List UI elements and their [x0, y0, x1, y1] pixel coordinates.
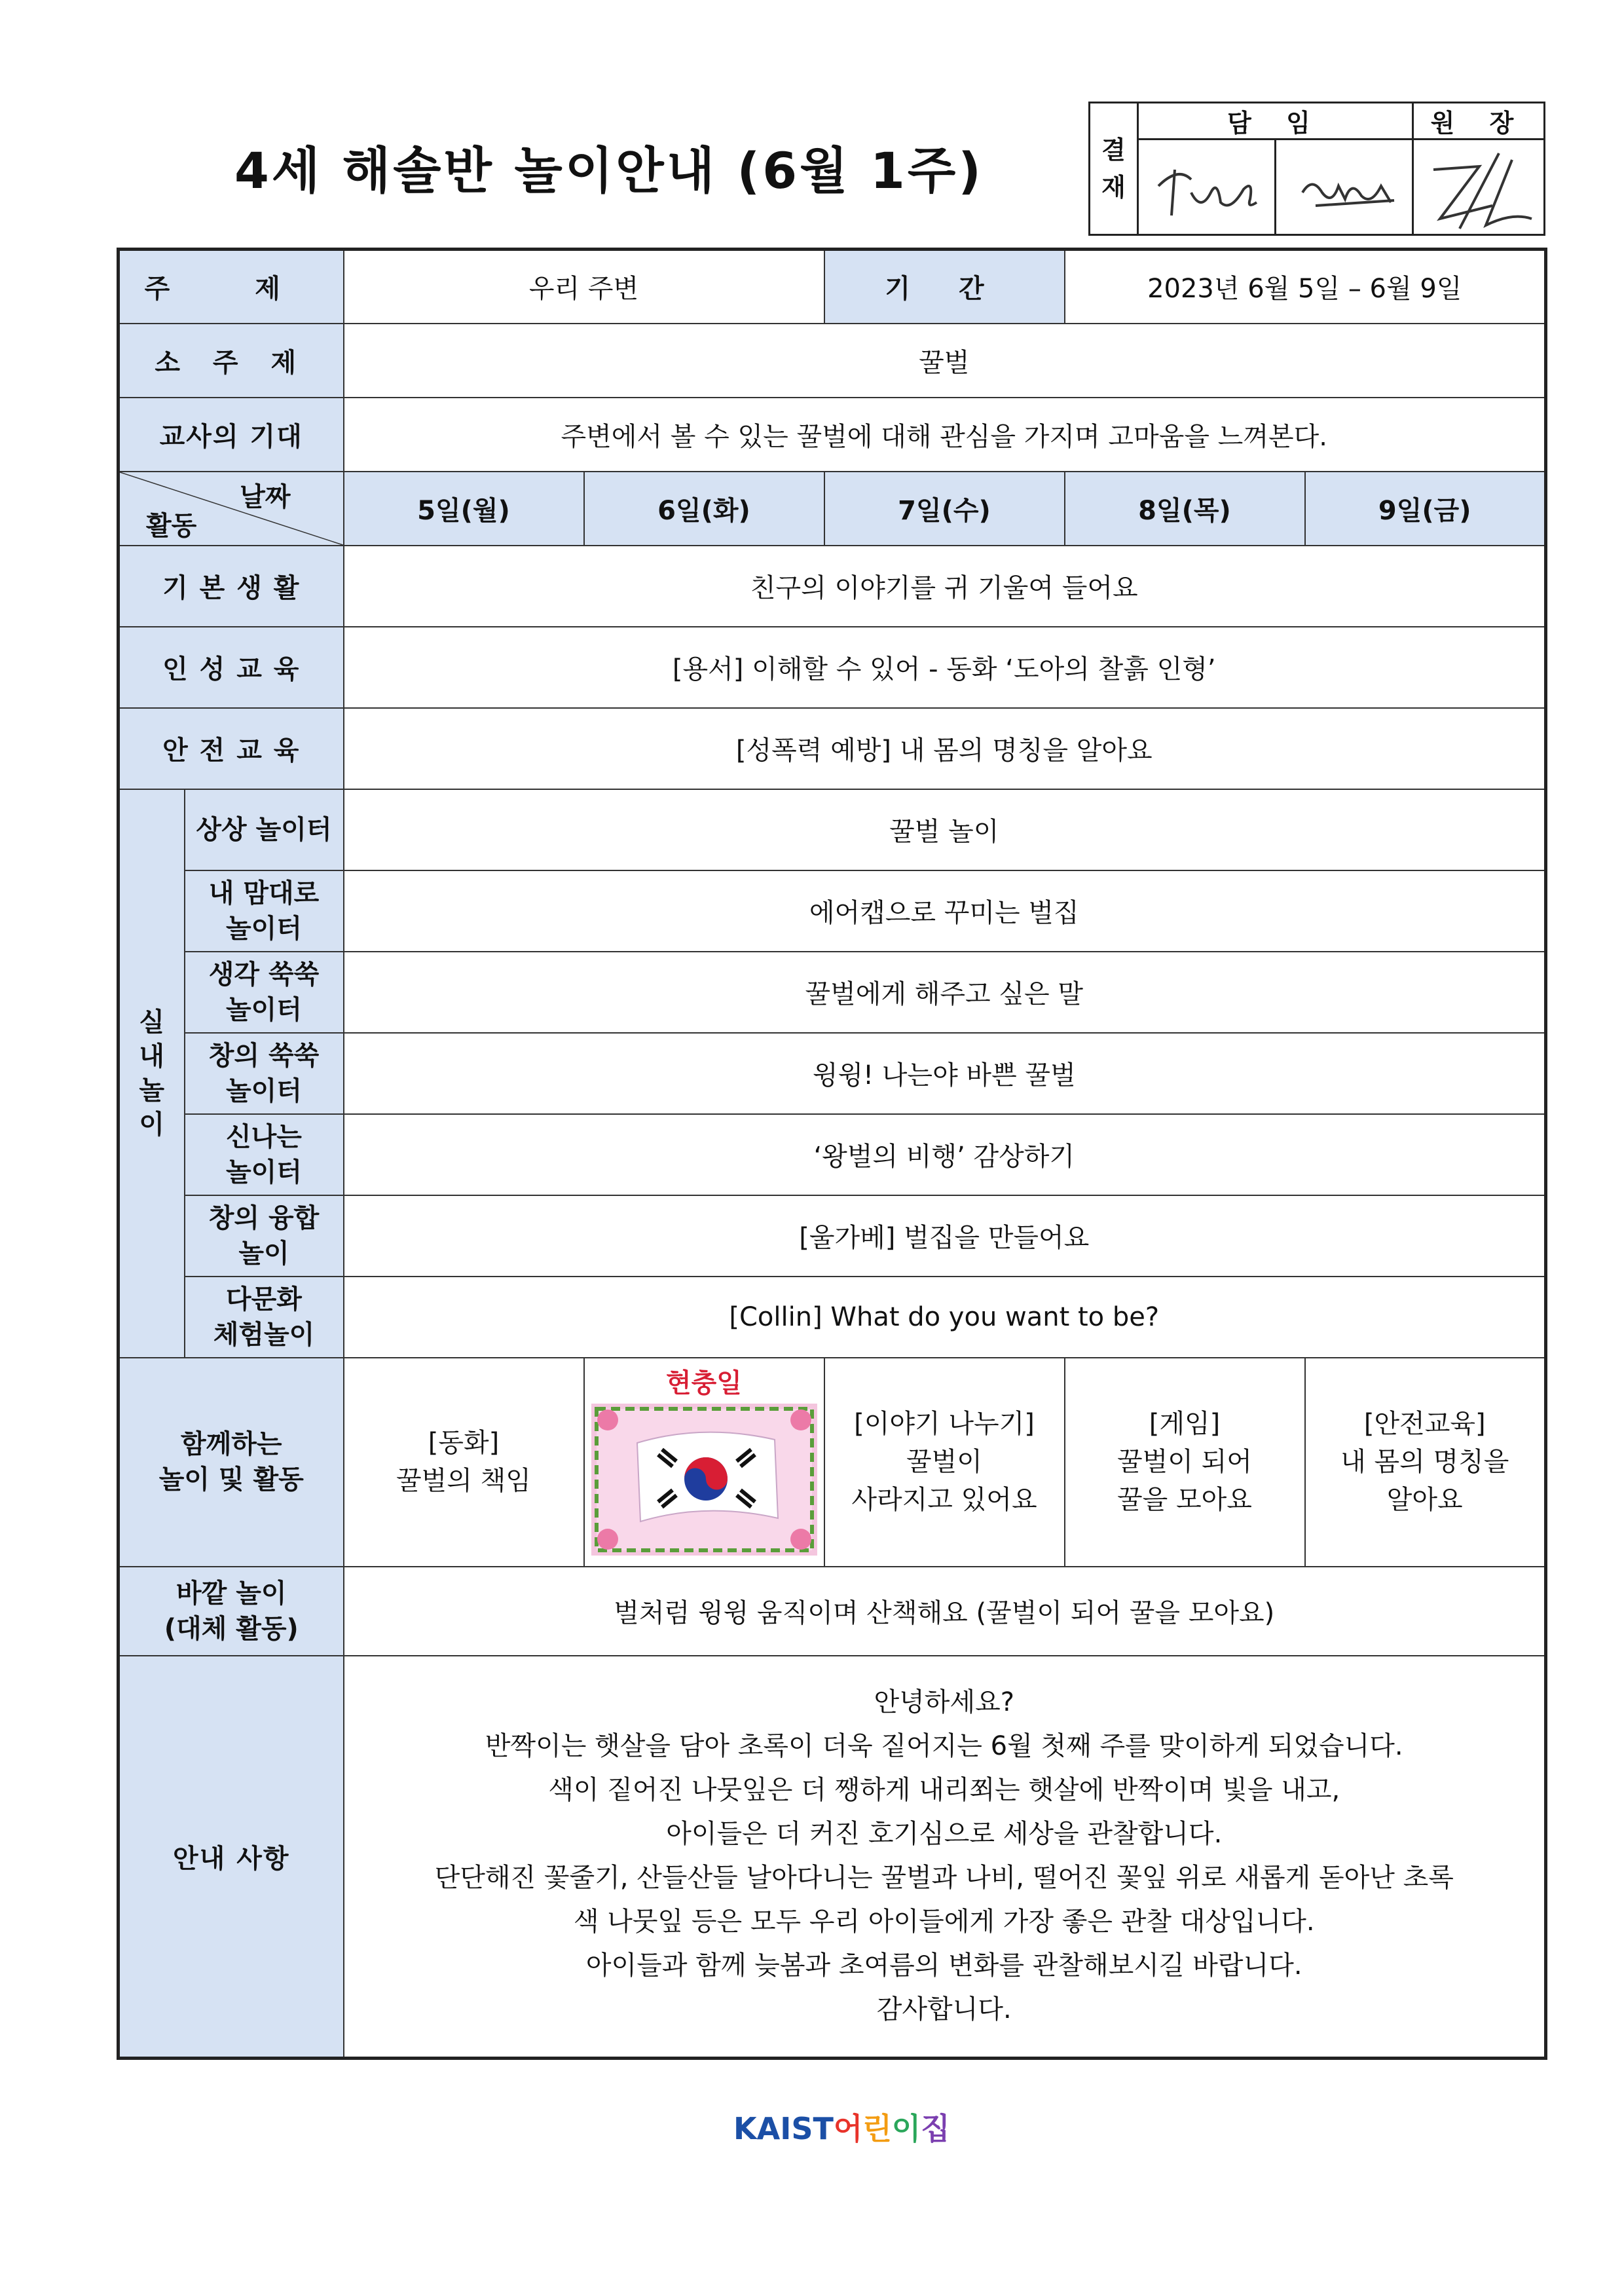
signature-icon: [1139, 140, 1276, 236]
outdoor-label-line: (대체 활동): [164, 1613, 299, 1644]
indoor-label-line: 다문화: [226, 1284, 302, 1315]
day-header-wed: 7일(수): [824, 472, 1065, 546]
logo-char: 린: [862, 2111, 892, 2146]
approval-label-bottom: 재: [1101, 172, 1126, 202]
subtheme-label: 소 주 제: [119, 324, 344, 398]
indoor-value-exciting: ‘왕벌의 비행’ 감상하기: [344, 1114, 1546, 1195]
activity-label: 활동: [146, 510, 197, 541]
daily-label-character: 인 성 교 육: [119, 627, 344, 708]
approval-label: [1090, 103, 1139, 234]
holiday-title: 현충일: [666, 1368, 742, 1398]
theme-label: 주 제: [119, 250, 344, 324]
indoor-label-line: 놀이터: [226, 1075, 302, 1106]
signature-icon: [1276, 140, 1414, 236]
page-title: 4세 해솔반 놀이안내 (6월 1주): [234, 141, 984, 200]
logo-char: 집: [921, 2111, 950, 2146]
theme-value: 우리 주변: [344, 250, 824, 324]
weekly-plan-table: [117, 248, 1547, 2060]
indoor-play-label: [119, 789, 185, 1358]
indoor-label-line: 내 맘대로: [208, 878, 320, 908]
daily-label-safety: 안 전 교 육: [119, 708, 344, 789]
indoor-label-char: 실: [139, 1007, 165, 1037]
together-label-line: 함께하는: [180, 1429, 282, 1459]
approval-head-director: 원 장: [1414, 103, 1543, 140]
day-header-tue: 6일(화): [584, 472, 824, 546]
daily-value-safety: [성폭력 예방] 내 몸의 명칭을 알아요: [344, 708, 1546, 789]
indoor-label-char: 내: [139, 1041, 165, 1072]
notice-line: 색이 짙어진 나뭇잎은 더 쨍하게 내리쬐는 햇살에 반짝이며 빛을 내고,: [548, 1775, 1340, 1806]
together-tue: [584, 1358, 824, 1567]
notice-label: 안내 사항: [119, 1656, 344, 2059]
indoor-label-line: 놀이터: [226, 913, 302, 944]
date-activity-header: [119, 472, 344, 546]
korean-flag-icon: [591, 1404, 817, 1556]
expectation-label: 교사의 기대: [119, 398, 344, 472]
together-text-line: 꿀을 모아요: [1117, 1485, 1252, 1515]
together-text-line: 내 몸의 명칭을: [1340, 1447, 1509, 1477]
indoor-label-exciting: [185, 1114, 344, 1195]
signature-icon: [1414, 140, 1543, 236]
together-text-line: 꿀벌이: [906, 1447, 982, 1477]
daily-label-basic: 기 본 생 활: [119, 546, 344, 627]
notice-line: 안녕하세요?: [874, 1687, 1014, 1718]
notice-line: 단단해진 꽃줄기, 산들산들 날아다니는 꿀벌과 나비, 떨어진 꽃잎 위로 새롭게 돋아난 초록: [434, 1863, 1454, 1894]
together-text-line: [이야기 나누기]: [854, 1409, 1035, 1439]
indoor-label-line: 놀이터: [226, 994, 302, 1025]
subtheme-value: 꿀벌: [344, 324, 1546, 398]
daily-value-basic: 친구의 이야기를 귀 기울여 들어요: [344, 546, 1546, 627]
day-header-thu: 8일(목): [1065, 472, 1305, 546]
outdoor-label: [119, 1567, 344, 1656]
indoor-label-free: [185, 870, 344, 952]
notice-body: [344, 1656, 1546, 2059]
indoor-label-char: 이: [139, 1109, 165, 1140]
period-label: 기 간: [824, 250, 1065, 324]
together-mon: [344, 1358, 584, 1567]
indoor-label-line: 생각 쑥쑥: [208, 959, 320, 990]
indoor-label-line: 신나는: [226, 1121, 302, 1152]
together-text-line: [게임]: [1149, 1409, 1221, 1439]
day-header-fri: 9일(금): [1305, 472, 1546, 546]
indoor-label-creative: [185, 1033, 344, 1114]
notice-line: 색 나뭇잎 등은 모두 우리 아이들에게 가장 좋은 관찰 대상입니다.: [573, 1907, 1315, 1937]
indoor-value-fusion: [울가베] 벌집을 만들어요: [344, 1195, 1546, 1277]
together-text-line: 꿀벌이 되어: [1117, 1447, 1252, 1477]
indoor-label-line: 체험놀이: [213, 1319, 315, 1350]
expectation-value: 주변에서 볼 수 있는 꿀벌에 대해 관심을 가지며 고마움을 느껴본다.: [344, 398, 1546, 472]
indoor-value-creative: 윙윙! 나는야 바쁜 꿀벌: [344, 1033, 1546, 1114]
together-label: [119, 1358, 344, 1567]
indoor-value-multicultural: [Collin] What do you want to be?: [344, 1277, 1546, 1358]
signature-teacher-1: [1139, 140, 1276, 234]
notice-line: 반짝이는 햇살을 담아 초록이 더욱 짙어지는 6월 첫째 주를 맞이하게 되었습니다.: [485, 1731, 1403, 1762]
together-thu: [1065, 1358, 1305, 1567]
indoor-label-line: 놀이: [238, 1238, 289, 1269]
indoor-value-thinking: 꿀벌에게 해주고 싶은 말: [344, 952, 1546, 1033]
together-text-line: 사라지고 있어요: [851, 1485, 1037, 1515]
signature-teacher-2: [1276, 140, 1414, 234]
day-header-mon: 5일(월): [344, 472, 584, 546]
indoor-label-line: 창의 융합: [208, 1203, 320, 1233]
indoor-label-fusion: [185, 1195, 344, 1277]
logo-brand: KAIST: [733, 2111, 834, 2146]
kaist-kindergarten-logo: [733, 2105, 950, 2148]
approval-label-top: 결: [1101, 135, 1126, 164]
together-wed: [824, 1358, 1065, 1567]
indoor-label-char: 놀: [139, 1075, 165, 1106]
together-fri: [1305, 1358, 1546, 1567]
together-text-line: 꿀벌의 책임: [396, 1466, 531, 1496]
indoor-label-line: 놀이터: [226, 1157, 302, 1187]
together-text-line: 알아요: [1386, 1485, 1463, 1515]
together-text-line: [동화]: [428, 1428, 500, 1458]
logo-char: 이: [891, 2111, 921, 2146]
daily-value-character: [용서] 이해할 수 있어 - 동화 ‘도아의 찰흙 인형’: [344, 627, 1546, 708]
date-label: 날짜: [240, 481, 291, 512]
notice-line: 아이들과 함께 늦봄과 초여름의 변화를 관찰해보시길 바랍니다.: [585, 1950, 1302, 1981]
logo-char: 어: [833, 2111, 863, 2146]
together-label-line: 놀이 및 활동: [158, 1465, 304, 1495]
indoor-label-imagination: 상상 놀이터: [185, 789, 344, 870]
together-text-line: [안전교육]: [1363, 1409, 1486, 1439]
approval-head-teacher: 담 임: [1139, 103, 1414, 140]
approval-box: [1088, 102, 1545, 236]
indoor-value-imagination: 꿀벌 놀이: [344, 789, 1546, 870]
signature-director: [1414, 140, 1543, 234]
indoor-label-line: 창의 쑥쑥: [208, 1040, 320, 1071]
notice-line: 감사합니다.: [876, 1994, 1012, 2025]
outdoor-value: 벌처럼 윙윙 움직이며 산책해요 (꿀벌이 되어 꿀을 모아요): [344, 1567, 1546, 1656]
indoor-value-free: 에어캡으로 꾸미는 벌집: [344, 870, 1546, 952]
period-value: 2023년 6월 5일 – 6월 9일: [1065, 250, 1546, 324]
notice-line: 아이들은 더 커진 호기심으로 세상을 관찰합니다.: [666, 1819, 1223, 1850]
outdoor-label-line: 바깥 놀이: [176, 1578, 287, 1609]
indoor-label-thinking: [185, 952, 344, 1033]
indoor-label-multicultural: [185, 1277, 344, 1358]
